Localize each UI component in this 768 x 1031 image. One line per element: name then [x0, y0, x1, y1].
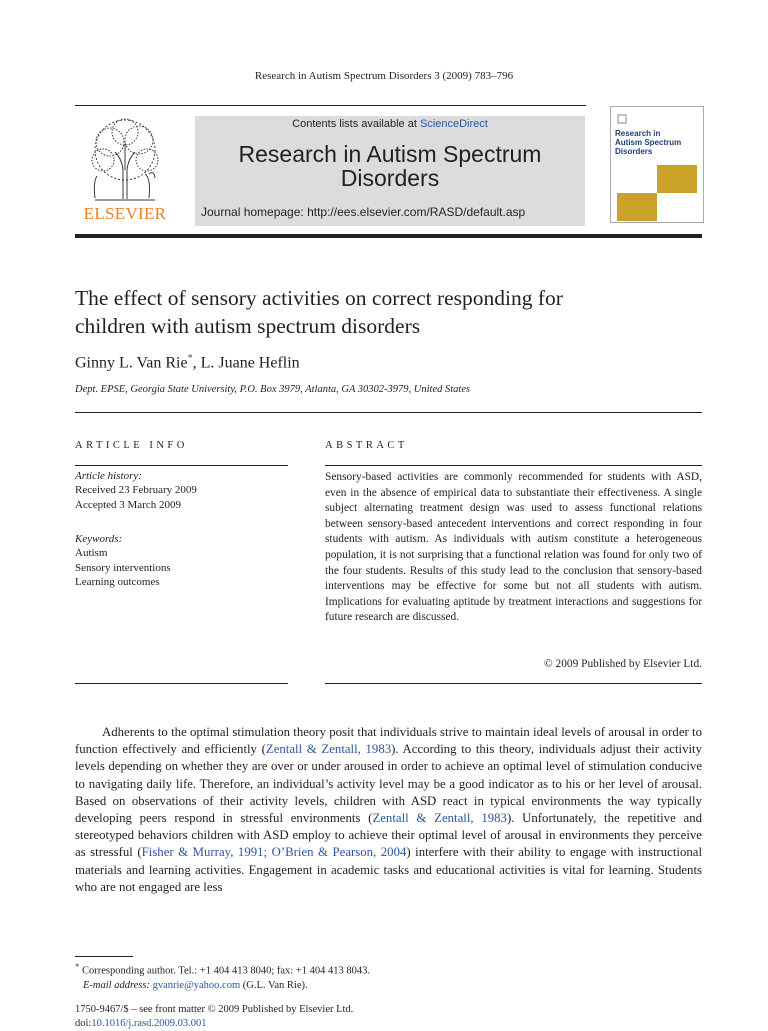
- article-history: [75, 469, 288, 512]
- body-text: ). Unfortunately, the repetitive and stereotyped behaviors children with ASD employ to achieve their optimal level of arousal in environments they perceive as stressful (: [75, 811, 702, 860]
- body-text: ). According to this theory, individuals adjust their activity levels depending on whether they are over or under aroused in order to achieve an optimal level of stimulation conducive to navigating daily life. Therefore, an individual’s activity level may be a good indicator as to his or her level of arousal. Based on observations of their activity levels, children with ASD react in typical environments the way typically developing peers respond in stressful environments (: [75, 742, 702, 826]
- contents-availability: [195, 116, 585, 130]
- article-info-end-rule: [75, 683, 288, 684]
- citation-link[interactable]: Zentall & Zentall, 1983: [265, 742, 392, 757]
- journal-citation: Research in Autism Spectrum Disorders 3 (2009) 783–796: [254, 70, 514, 82]
- keyword: Autism: [75, 547, 108, 560]
- front-matter: [75, 1003, 353, 1031]
- keywords-label: Keywords:: [75, 533, 123, 545]
- doi-prefix: doi:: [75, 1018, 92, 1029]
- cover-title-line1: Research in: [615, 129, 661, 138]
- contents-prefix: Contents lists available at: [292, 118, 420, 130]
- email-label: E-mail address:: [83, 980, 153, 991]
- header-rule: [75, 105, 586, 106]
- journal-title-line1: Research in Autism Spectrum: [238, 141, 542, 167]
- journal-title-line2: Disorders: [340, 165, 440, 191]
- accepted-date: Accepted 3 March 2009: [75, 498, 181, 511]
- cover-title: [615, 129, 701, 156]
- doi-link[interactable]: 10.1016/j.rasd.2009.03.001: [91, 1018, 207, 1029]
- journal-banner: [195, 116, 585, 226]
- email-suffix: (G.L. Van Rie).: [240, 980, 308, 991]
- publisher-name: ELSEVIER: [83, 204, 167, 223]
- cover-title-line3: Disorders: [615, 147, 653, 156]
- footnote-text: Corresponding author. Tel.: +1 404 413 8040; fax: +1 404 413 8043.: [79, 965, 370, 977]
- footnote-mark: *: [75, 961, 80, 971]
- cover-block-2: [617, 193, 657, 221]
- body-text: Adherents to the optimal stimulation theory posit that individuals strive to maintain ideal levels of arousal in order to function effectively and efficiently (: [75, 725, 702, 757]
- abstract-copyright: © 2009 Published by Elsevier Ltd.: [544, 658, 702, 670]
- article-info-rule: [75, 465, 288, 466]
- cover-title-line2: Autism Spectrum: [615, 138, 682, 147]
- keyword: Sensory interventions: [75, 561, 171, 574]
- abstract-text: Sensory-based activities are commonly recommended for students with ASD, even in the absence of empirical data to substantiate their effectiveness. A single subject alternating treatment design was used to assess functional relations between sensory-based antecedent interventions and correct responding in four students with autism. As individuals with autism constitute a heterogeneous population, it is not surprising that a functional relation was found for only two of the four students. Results of this study lead to the conclusion that sensory-based interventions may be effective for some but not all students with autism. Implications for evaluating aptitude by treatment interactions and suggestions for future research are discussed.: [325, 471, 702, 624]
- footnote-rule: [75, 956, 133, 957]
- keywords: [75, 532, 288, 589]
- sciencedirect-link[interactable]: ScienceDirect: [419, 118, 488, 130]
- article-title-line1: The effect of sensory activities on correct responding for: [75, 286, 563, 310]
- author-list: [75, 353, 300, 372]
- article-info-heading: ARTICLE INFO: [75, 440, 188, 451]
- author-name: Ginny L. Van Rie: [75, 354, 188, 372]
- keyword: Learning outcomes: [75, 575, 160, 588]
- journal-title: [195, 142, 585, 190]
- abstract-rule: [325, 465, 702, 466]
- elsevier-logo: [75, 114, 175, 224]
- header-thick-rule: [75, 234, 702, 238]
- article-title-line2: children with autism spectrum disorders: [75, 314, 421, 338]
- citation-link[interactable]: Zentall & Zentall, 1983: [372, 811, 507, 826]
- cover-logo-icon: [617, 111, 627, 121]
- tree-emblem-icon: [75, 114, 175, 206]
- author-name: , L. Juane Heflin: [192, 354, 300, 372]
- body-text: ) interfere with their ability to engage with instructional materials and learning activities. Engagement in academic tasks and educational activities is vital for learning. Students who are not engaged are less: [75, 845, 702, 894]
- article-title: [75, 284, 715, 340]
- abstract-end-rule: [325, 683, 702, 684]
- author-affiliation: Dept. EPSE, Georgia State University, P.O. Box 3979, Atlanta, GA 30302-3979, United States: [75, 384, 471, 395]
- received-date: Received 23 February 2009: [75, 484, 197, 497]
- journal-homepage-link[interactable]: Journal homepage: http://ees.elsevier.com/RASD/default.asp: [201, 205, 526, 219]
- cover-block-1: [657, 165, 697, 193]
- footnote: [75, 959, 370, 994]
- issn-line: 1750-9467/$ – see front matter © 2009 Published by Elsevier Ltd.: [75, 1004, 354, 1015]
- journal-cover: [610, 106, 704, 223]
- corresponding-author-mark[interactable]: *: [187, 353, 193, 364]
- body-paragraph: [75, 724, 702, 896]
- section-rule: [75, 412, 702, 413]
- abstract-heading: ABSTRACT: [325, 440, 408, 451]
- citation-link[interactable]: Fisher & Murray, 1991; O’Brien & Pearson, 2004: [141, 845, 407, 860]
- history-label: Article history:: [75, 470, 142, 482]
- author-email-link[interactable]: gvanrie@yahoo.com: [152, 980, 241, 991]
